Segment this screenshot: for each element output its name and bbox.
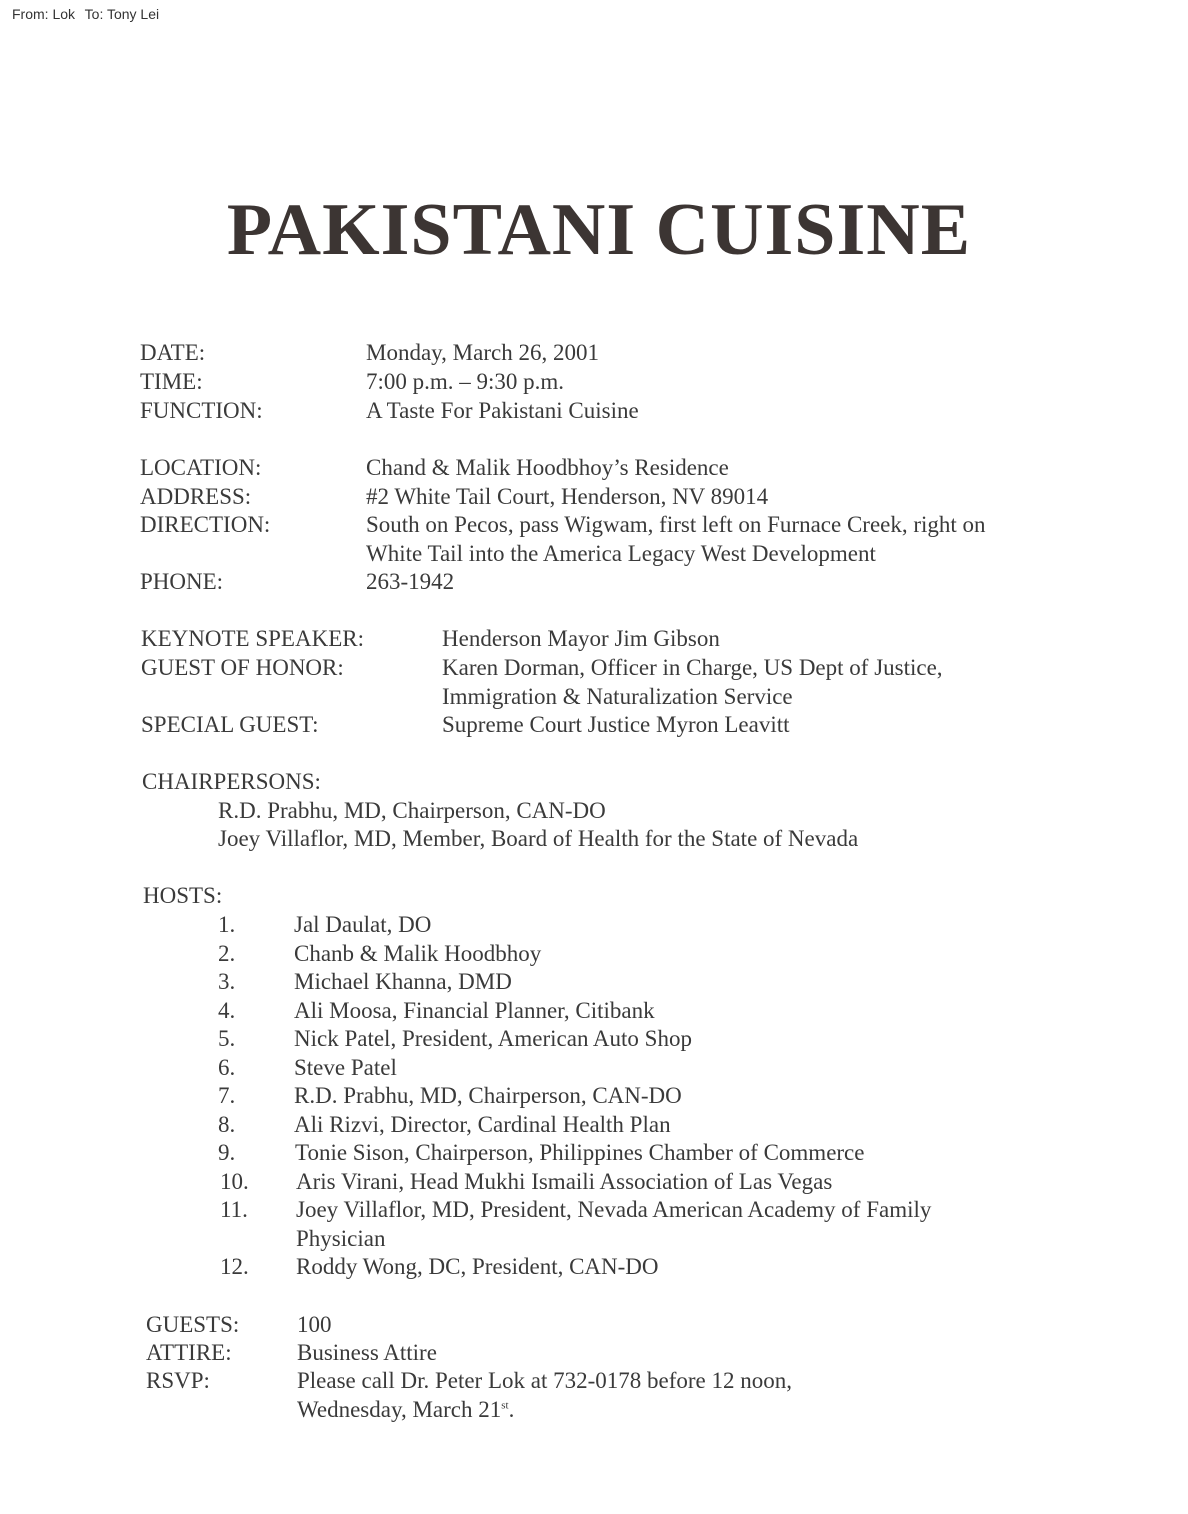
direction-line-1: South on Pecos, pass Wigwam, first left on Furnace Creek, right on: [366, 512, 986, 537]
date-label: DATE:: [140, 340, 206, 365]
host-number: 5.: [218, 1026, 236, 1051]
host-number: 6.: [218, 1055, 236, 1080]
special-guest-value: Supreme Court Justice Myron Leavitt: [442, 712, 790, 737]
host-name: Jal Daulat, DO: [294, 912, 432, 937]
rsvp-line-1: Please call Dr. Peter Lok at 732-0178 before 12 noon,: [297, 1368, 793, 1393]
host-name: R.D. Prabhu, MD, Chairperson, CAN-DO: [294, 1083, 682, 1108]
time-label: TIME:: [140, 369, 203, 394]
chairperson-item: Joey Villaflor, MD, Member, Board of Health for the State of Nevada: [218, 826, 859, 851]
host-number: 11.: [220, 1197, 248, 1222]
direction-label: DIRECTION:: [140, 512, 271, 537]
guest-of-honor-line-2: Immigration & Naturalization Service: [442, 684, 793, 709]
host-number: 3.: [218, 969, 236, 994]
address-label: ADDRESS:: [140, 484, 252, 509]
fax-to: To: Tony Lei: [84, 6, 160, 22]
host-number: 7.: [218, 1083, 236, 1108]
date-value: Monday, March 26, 2001: [366, 340, 599, 365]
host-name-continued: Physician: [296, 1226, 386, 1251]
location-label: LOCATION:: [140, 455, 262, 480]
attire-value: Business Attire: [297, 1340, 437, 1365]
chairpersons-label: CHAIRPERSONS:: [142, 769, 321, 794]
function-value: A Taste For Pakistani Cuisine: [366, 398, 639, 423]
rsvp-line-2: [297, 1395, 514, 1424]
host-name: Ali Rizvi, Director, Cardinal Health Plan: [294, 1112, 671, 1137]
host-number: 10.: [220, 1169, 249, 1194]
fax-header: [12, 6, 165, 22]
rsvp-label: RSVP:: [146, 1368, 210, 1393]
guest-of-honor-line-1: Karen Dorman, Officer in Charge, US Dept of Justice,: [442, 655, 943, 680]
special-guest-label: SPECIAL GUEST:: [141, 712, 319, 737]
host-name: Nick Patel, President, American Auto Shop: [294, 1026, 692, 1051]
host-number: 8.: [218, 1112, 236, 1137]
rsvp-ordinal-suffix: st: [501, 1399, 509, 1412]
attire-label: ATTIRE:: [146, 1340, 232, 1365]
host-name: Michael Khanna, DMD: [294, 969, 512, 994]
host-name: Ali Moosa, Financial Planner, Citibank: [294, 998, 655, 1023]
function-label: FUNCTION:: [140, 398, 263, 423]
direction-line-2: White Tail into the America Legacy West Development: [366, 541, 876, 566]
keynote-value: Henderson Mayor Jim Gibson: [442, 626, 720, 651]
host-name: Steve Patel: [294, 1055, 397, 1080]
address-value: #2 White Tail Court, Henderson, NV 89014: [366, 484, 769, 509]
document-title: PAKISTANI CUISINE: [226, 189, 972, 271]
hosts-label: HOSTS:: [143, 883, 223, 908]
guest-of-honor-label: GUEST OF HONOR:: [141, 655, 344, 680]
location-value: Chand & Malik Hoodbhoy’s Residence: [366, 455, 729, 480]
host-name: Roddy Wong, DC, President, CAN-DO: [296, 1254, 659, 1279]
host-number: 1.: [218, 912, 236, 937]
host-name: Chanb & Malik Hoodbhoy: [294, 941, 542, 966]
time-value: 7:00 p.m. – 9:30 p.m.: [366, 369, 565, 394]
rsvp-end: .: [508, 1397, 515, 1422]
host-number: 2.: [218, 941, 236, 966]
phone-label: PHONE:: [140, 569, 224, 594]
chairperson-item: R.D. Prabhu, MD, Chairperson, CAN-DO: [218, 798, 606, 823]
host-number: 12.: [220, 1254, 249, 1279]
host-name: Aris Virani, Head Mukhi Ismaili Association of Las Vegas: [296, 1169, 833, 1194]
host-name: Tonie Sison, Chairperson, Philippines Chamber of Commerce: [295, 1140, 865, 1165]
host-number: 9.: [218, 1140, 236, 1165]
host-name: Joey Villaflor, MD, President, Nevada American Academy of Family: [296, 1197, 932, 1222]
rsvp-date: Wednesday, March 21: [297, 1397, 502, 1422]
host-number: 4.: [218, 998, 236, 1023]
fax-from: From: Lok: [12, 6, 76, 22]
guests-label: GUESTS:: [146, 1312, 240, 1337]
guests-value: 100: [297, 1312, 332, 1337]
phone-value: 263-1942: [366, 569, 455, 594]
keynote-label: KEYNOTE SPEAKER:: [141, 626, 364, 651]
